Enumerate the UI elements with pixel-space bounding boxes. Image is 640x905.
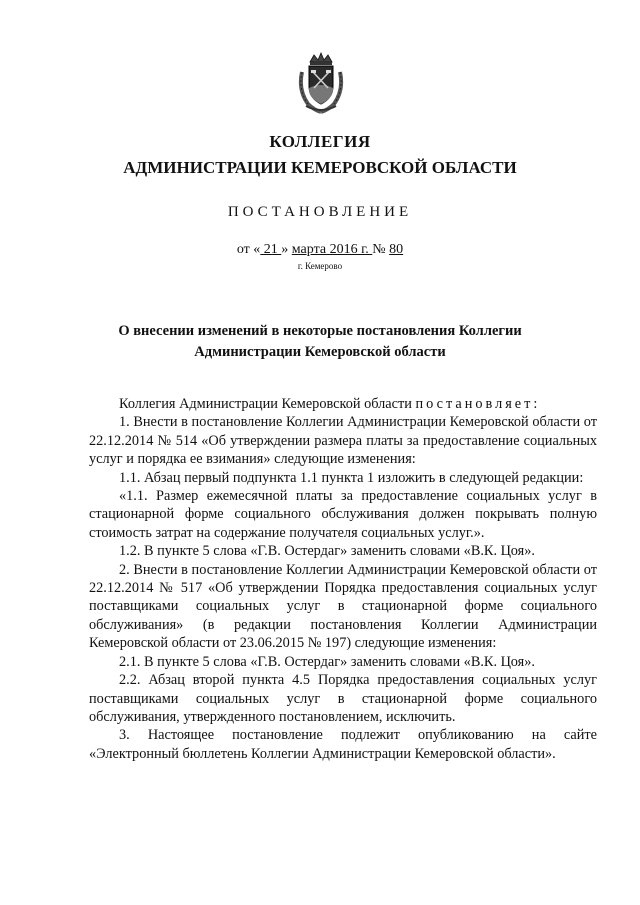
paragraph-1: 1. Внести в постановление Коллегии Администрации Кемеровской области от 22.12.2014 № 514 «Об утверждении размера платы за предоставление социальных услуг и порядка ее взимания» следующие изменения: <box>89 414 597 468</box>
intro-lead: Коллегия Администрации Кемеровской области <box>119 396 416 412</box>
subject-line1: О внесении изменений в некоторые постановления Коллегии <box>118 323 522 339</box>
intro-verb: постановляет: <box>415 396 541 412</box>
subject-heading <box>0 321 640 363</box>
date-month-year: марта 2016 г. <box>291 242 373 257</box>
date-prefix: от « <box>236 242 261 257</box>
org-title-line1: КОЛЛЕГИЯ <box>269 132 371 151</box>
date-line <box>0 242 640 258</box>
paragraph-1-1-quote: «1.1. Размер ежемесячной платы за предоставление социальных услуг в стационарной форме социального обслуживания должен покрывать полную стоимость затрат на содержание получателя социальных услуг.». <box>89 488 597 541</box>
decree-number: 80 <box>389 242 404 257</box>
date-day: 21 <box>260 242 282 257</box>
org-title-line2: АДМИНИСТРАЦИИ КЕМЕРОВСКОЙ ОБЛАСТИ <box>123 158 517 177</box>
city-label: г. Кемерово <box>297 261 343 271</box>
paragraph-2-1: 2.1. В пункте 5 слова «Г.В. Остердаг» заменить словами «В.К. Цоя». <box>119 653 535 670</box>
paragraph-1-2: 1.2. В пункте 5 слова «Г.В. Остердаг» заменить словами «В.К. Цоя». <box>119 543 535 560</box>
paragraph-3: 3. Настоящее постановление подлежит опубликованию на сайте «Электронный бюллетень Коллегии Администрации Кемеровской области». <box>89 727 597 762</box>
date-mid: » <box>281 242 292 257</box>
paragraph-1-1: 1.1. Абзац первый подпункта 1.1 пункта 1 изложить в следующей редакции: <box>119 469 584 486</box>
paragraph-2-2: 2.2. Абзац второй пункта 4.5 Порядка предоставления социальных услуг поставщиками социальных услуг в стационарной форме социального обслуживания, утвержденного постановлением, исключить. <box>89 672 597 725</box>
number-prefix: № <box>372 242 390 257</box>
doc-type-heading: ПОСТАНОВЛЕНИЕ <box>227 204 413 220</box>
paragraph-2: 2. Внести в постановление Коллегии Администрации Кемеровской области от 22.12.2014 № 517 «Об утверждении Порядка предоставления социальных услуг поставщиками социальных услуг в стационарной форме социального обслуживания» (в редакции постановления Коллегии Администрации Кемеровской области от 23.06.2015 № 197) следующие изменения: <box>89 561 597 652</box>
document-body <box>89 395 597 763</box>
subject-line2: Администрации Кемеровской области <box>194 344 446 360</box>
intro-paragraph <box>89 395 597 413</box>
coat-of-arms-icon <box>296 52 346 114</box>
